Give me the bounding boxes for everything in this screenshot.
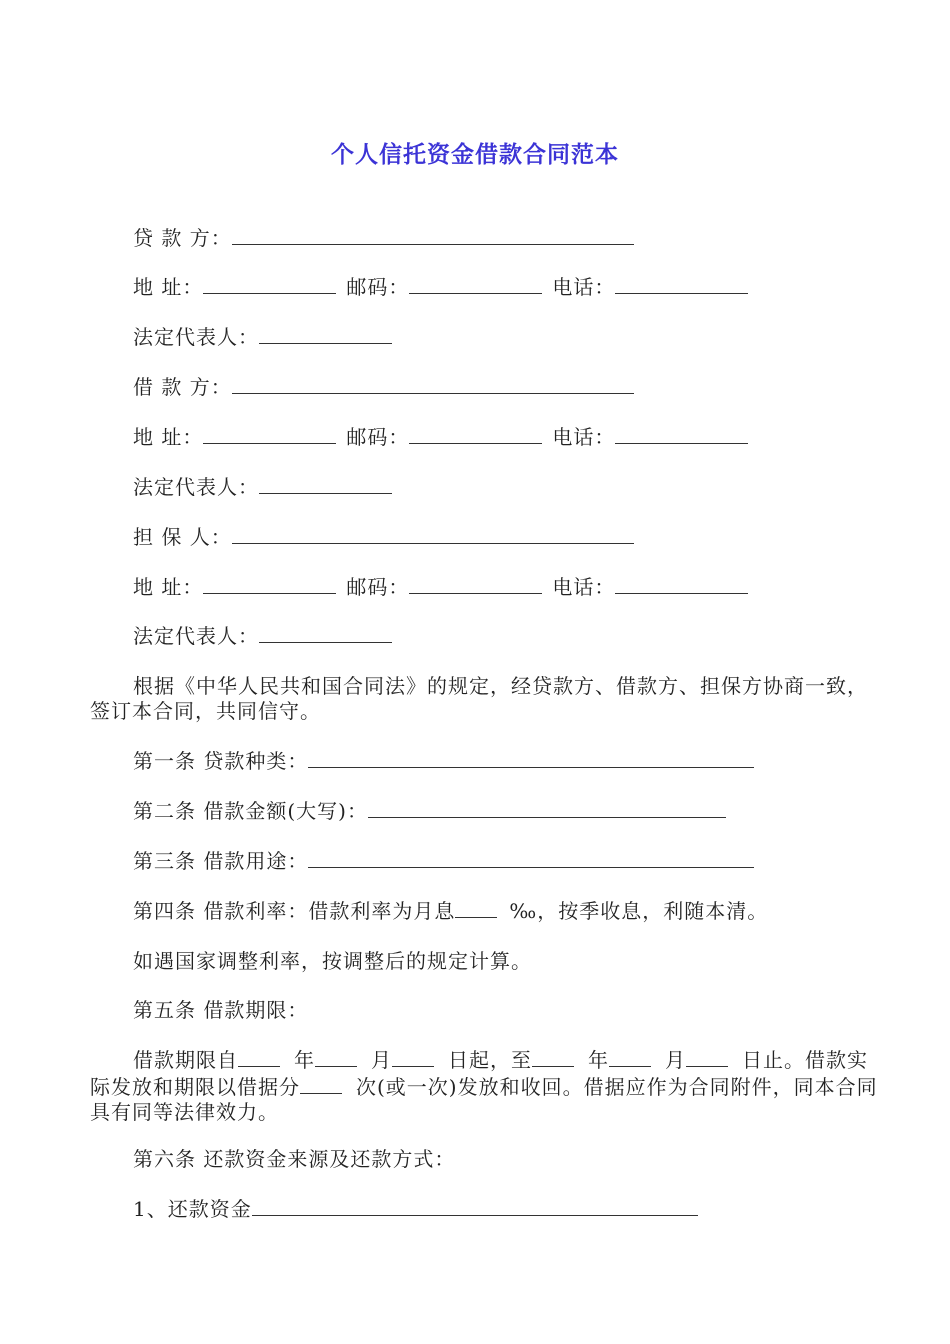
postcode-blank[interactable]: [409, 573, 542, 594]
lender-line: [133, 224, 638, 252]
repayment-funds-label: 1、还款资金: [133, 1197, 252, 1221]
guarantor-label: 担 保 人：: [133, 525, 232, 549]
article-1-line: [133, 747, 758, 775]
postcode-blank[interactable]: [409, 273, 542, 294]
installments-blank[interactable]: [300, 1073, 342, 1094]
phone-blank[interactable]: [615, 573, 748, 594]
article-4-label: 第四条 借款利率：借款利率为月息: [133, 899, 456, 923]
interest-rate-blank[interactable]: [455, 897, 497, 918]
guarantor-legal-rep-line: [133, 622, 396, 650]
lender-label: 贷 款 方：: [133, 226, 232, 250]
article-4-line: [133, 897, 768, 925]
year-label: 年: [588, 1048, 609, 1072]
start-year-blank[interactable]: [238, 1046, 280, 1067]
postcode-label: 邮码：: [346, 425, 410, 449]
article-2-line: [133, 797, 730, 825]
article-6-item-1-line: [133, 1195, 702, 1223]
legal-rep-label: 法定代表人：: [133, 325, 259, 349]
borrower-address-line: [133, 423, 752, 451]
address-blank[interactable]: [203, 273, 336, 294]
phone-label: 电话：: [552, 275, 616, 299]
lender-address-line: [133, 273, 752, 301]
loan-type-blank[interactable]: [308, 747, 754, 768]
article-5-paragraph: [90, 1046, 880, 1125]
borrower-blank[interactable]: [232, 373, 634, 394]
end-year-blank[interactable]: [532, 1046, 574, 1067]
legal-rep-blank[interactable]: [259, 323, 392, 344]
article-4-note-line: 如遇国家调整利率，按调整后的规定计算。: [133, 949, 532, 973]
month-label: 月: [665, 1048, 686, 1072]
lender-blank[interactable]: [232, 224, 634, 245]
article-2-label: 第二条 借款金额(大写)：: [133, 799, 368, 823]
address-blank[interactable]: [203, 573, 336, 594]
repayment-funds-blank[interactable]: [252, 1195, 698, 1216]
start-day-blank[interactable]: [392, 1046, 434, 1067]
legal-rep-label: 法定代表人：: [133, 475, 259, 499]
address-label: 地 址：: [133, 425, 204, 449]
start-month-blank[interactable]: [315, 1046, 357, 1067]
address-label: 地 址：: [133, 275, 204, 299]
legal-rep-blank[interactable]: [259, 622, 392, 643]
guarantor-line: [133, 523, 638, 551]
article-5-rest: 次(或一次)发放和收回。借据应作为合同附件，同本合同具有同等法律效力。: [90, 1075, 878, 1124]
phone-blank[interactable]: [615, 423, 748, 444]
until-label: 日止。借款实际发放和期限以借据分: [90, 1048, 868, 1099]
end-month-blank[interactable]: [609, 1046, 651, 1067]
legal-rep-blank[interactable]: [259, 473, 392, 494]
guarantor-blank[interactable]: [232, 523, 634, 544]
end-day-blank[interactable]: [686, 1046, 728, 1067]
article-3-line: [133, 847, 758, 875]
borrower-legal-rep-line: [133, 473, 396, 501]
intro-paragraph: 根据《中华人民共和国合同法》的规定，经贷款方、借款方、担保方协商一致，签订本合同，共同信守。: [90, 674, 868, 723]
borrower-label: 借 款 方：: [133, 375, 232, 399]
guarantor-address-line: [133, 573, 752, 601]
phone-label: 电话：: [552, 425, 616, 449]
borrower-line: [133, 373, 638, 401]
lender-legal-rep-line: [133, 323, 396, 351]
year-label: 年: [294, 1048, 315, 1072]
term-from-label: 借款期限自: [133, 1048, 238, 1072]
from-label: 日起，至: [448, 1048, 532, 1072]
article-4-tail: ‰，按季收息，利随本清。: [509, 899, 769, 923]
legal-rep-label: 法定代表人：: [133, 624, 259, 648]
article-5-line: 第五条 借款期限：: [133, 998, 309, 1022]
phone-blank[interactable]: [615, 273, 748, 294]
address-blank[interactable]: [203, 423, 336, 444]
article-6-line: 第六条 还款资金来源及还款方式：: [133, 1147, 456, 1171]
article-3-label: 第三条 借款用途：: [133, 849, 309, 873]
document-title: 个人信托资金借款合同范本: [331, 142, 619, 168]
month-label: 月: [371, 1048, 392, 1072]
article-1-label: 第一条 贷款种类：: [133, 749, 309, 773]
phone-label: 电话：: [552, 575, 616, 599]
postcode-label: 邮码：: [346, 575, 410, 599]
loan-purpose-blank[interactable]: [308, 847, 754, 868]
postcode-label: 邮码：: [346, 275, 410, 299]
loan-amount-blank[interactable]: [368, 797, 726, 818]
postcode-blank[interactable]: [409, 423, 542, 444]
address-label: 地 址：: [133, 575, 204, 599]
